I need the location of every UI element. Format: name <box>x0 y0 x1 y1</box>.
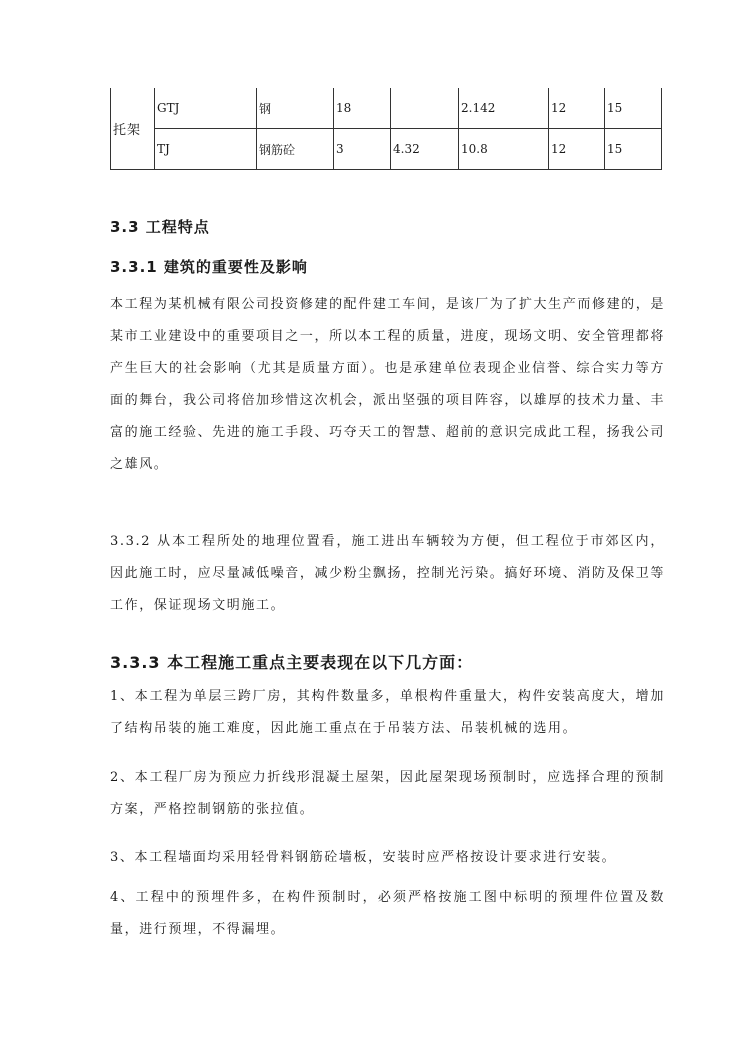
section-heading-3-3-3: 3.3.3 本工程施工重点主要表现在以下几方面： <box>110 653 474 672</box>
value-cell <box>391 88 459 129</box>
table-row <box>111 88 662 129</box>
list-item-2: 2、本工程厂房为预应力折线形混凝土屋架，因此屋架现场预制时，应选择合理的预制方案，严格控制钢筋的张拉值。 <box>110 770 665 817</box>
table-row <box>111 129 662 170</box>
value-cell: 12 <box>549 129 605 170</box>
value-cell: 4.32 <box>391 129 459 170</box>
list-item-3: 3、本工程墙面均采用轻骨料钢筋砼墙板，安装时应严格按设计要求进行安装。 <box>110 850 617 865</box>
list-item-4: 4、工程中的预埋件多，在构件预制时，必须严格按施工图中标明的预埋件位置及数量，进行预埋，不得漏埋。 <box>110 890 665 937</box>
paragraph-importance: 本工程为某机械有限公司投资修建的配件建工车间，是该厂为了扩大生产而修建的，是某市工业建设中的重要项目之一，所以本工程的质量，进度，现场文明、安全管理都将产生巨大的社会影响（尤其是质量方面）。也是承建单位表现企业信誉、综合实力等方面的舞台，我公司将倍加珍惜这次机会，派出坚强的项目阵容，以雄厚的技术力量、丰富的施工经验、先进的施工手段、巧夺天工的智慧、超前的意识完成此工程，扬我公司之雄风。 <box>110 297 665 472</box>
material-cell: 钢 <box>257 88 334 129</box>
quantity-cell: 18 <box>334 88 391 129</box>
value-cell: 15 <box>605 129 662 170</box>
section-heading-3-3: 3.3 工程特点 <box>110 218 210 236</box>
value-cell: 15 <box>605 88 662 129</box>
code-cell: TJ <box>155 129 257 170</box>
value-cell: 2.142 <box>459 88 549 129</box>
code-cell: GTJ <box>155 88 257 129</box>
component-table <box>110 88 662 170</box>
paragraph-location: 3.3.2 从本工程所处的地理位置看，施工进出车辆较为方便，但工程位于市郊区内，因此施工时，应尽量减低噪音，减少粉尘飘扬，控制光污染。搞好环境、消防及保卫等工作，保证现场文明施工。 <box>110 534 665 613</box>
value-cell: 10.8 <box>459 129 549 170</box>
component-table-grid <box>110 88 662 170</box>
value-cell: 12 <box>549 88 605 129</box>
list-item-1: 1、本工程为单层三跨厂房，其构件数量多，单根构件重量大，构件安装高度大，增加了结构吊装的施工难度，因此施工重点在于吊装方法、吊装机械的选用。 <box>110 689 665 736</box>
section-heading-3-3-1: 3.3.1 建筑的重要性及影响 <box>110 258 308 276</box>
material-cell: 钢筋砼 <box>257 129 334 170</box>
group-label-cell: 托架 <box>111 88 155 170</box>
quantity-cell: 3 <box>334 129 391 170</box>
